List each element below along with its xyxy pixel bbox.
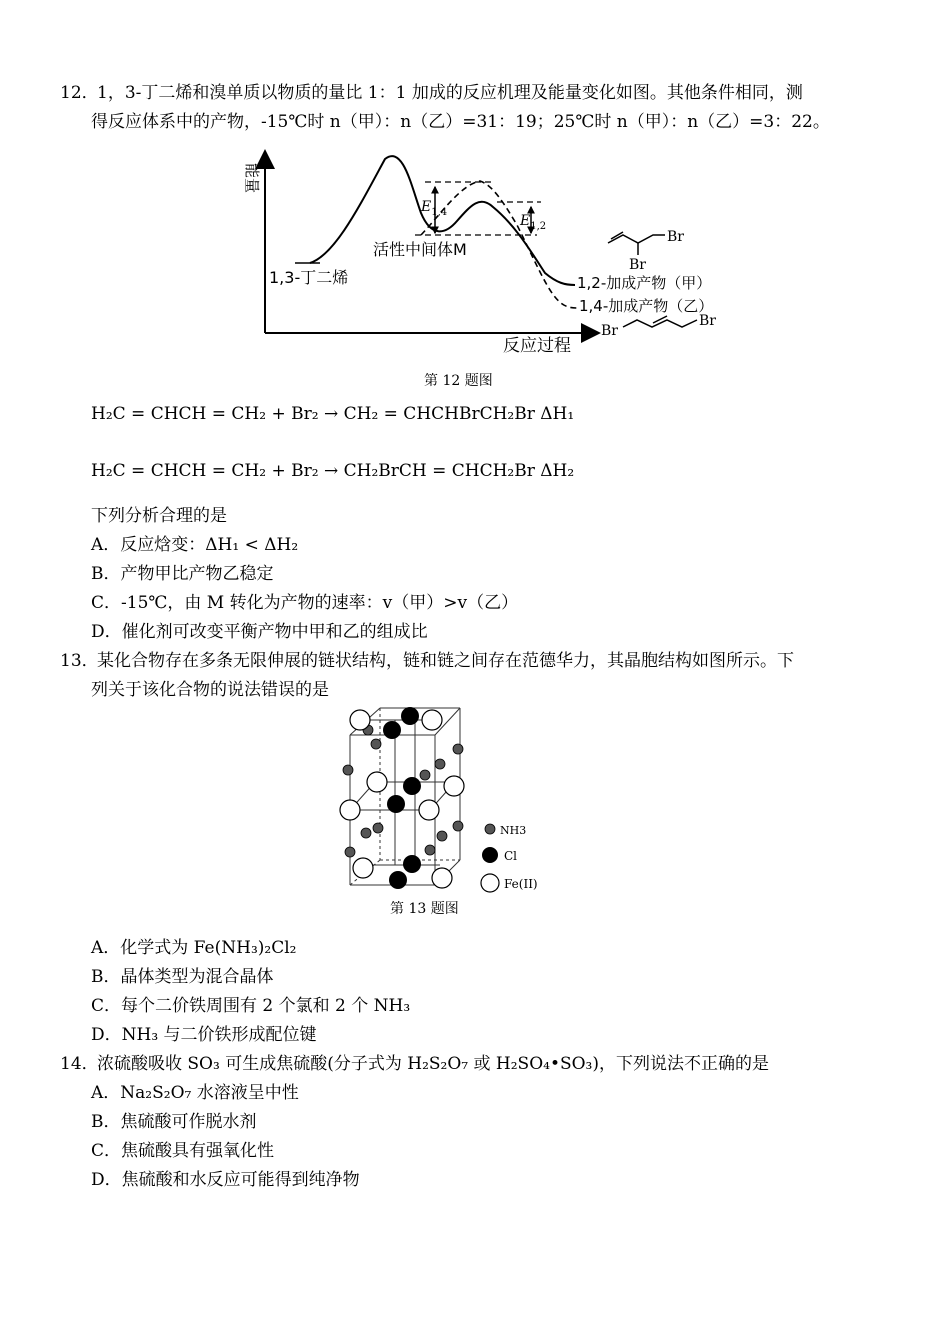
y-axis-label: 能量 bbox=[243, 163, 261, 194]
intermediate-label: 活性中间体M bbox=[373, 240, 467, 259]
legend-fe: Fe(II) bbox=[504, 877, 538, 891]
q12-prompt: 下列分析合理的是 bbox=[91, 506, 227, 526]
q13-option-d: D．NH₃ 与二价铁形成配位键 bbox=[91, 1025, 317, 1045]
eq1-right: CH₂ = CHCHBrCH₂Br bbox=[343, 404, 535, 424]
q12-number: 12． bbox=[60, 83, 99, 103]
q14-option-d: D．焦硫酸和水反应可能得到纯净物 bbox=[91, 1170, 360, 1190]
q12-stem-line2: 得反应体系中的产物，-15℃时 n（甲）：n（乙）=31：19；25℃时 n（甲）：n（乙）=3：22。 bbox=[91, 112, 830, 132]
legend-cl: Cl bbox=[504, 849, 518, 863]
product2-br-d: Br bbox=[699, 313, 716, 329]
product1-structure bbox=[608, 232, 665, 255]
q12-option-c: C．-15℃，由 M 转化为产物的速率：v（甲）>v（乙） bbox=[91, 593, 519, 613]
q12-option-a: A．反应焓变：ΔH₁ < ΔH₂ bbox=[91, 535, 299, 555]
eq2-left: H₂C = CHCH = CH₂ + Br₂ → bbox=[91, 461, 339, 481]
q13-number: 13． bbox=[60, 651, 99, 671]
q12-figure-caption: 第 12 题图 bbox=[424, 373, 493, 389]
eq1-dh: ΔH₁ bbox=[540, 404, 575, 424]
e14-label: $E_{1,4}$ bbox=[421, 199, 448, 218]
q13-stem-line1: 某化合物存在多条无限伸展的链状结构，链和链之间存在范德华力，其晶胞结构如图所示。下 bbox=[97, 651, 794, 671]
product2-structure bbox=[623, 316, 697, 327]
q13-option-c: C．每个二价铁周围有 2 个氯和 2 个 NH₃ bbox=[91, 996, 411, 1016]
q12-option-b: B．产物甲比产物乙稳定 bbox=[91, 564, 274, 584]
x-axis-label: 反应过程 bbox=[503, 336, 571, 356]
q12-stem-line1: 1，3-丁二烯和溴单质以物质的量比 1：1 加成的反应机理及能量变化如图。其他条件相同，测 bbox=[97, 83, 803, 103]
q12-energy-diagram bbox=[225, 145, 765, 360]
product1-br-a: Br bbox=[667, 229, 684, 245]
q13-crystal-cell bbox=[330, 700, 560, 900]
q14-option-c: C．焦硫酸具有强氧化性 bbox=[91, 1141, 275, 1161]
q13-stem-line2: 列关于该化合物的说法错误的是 bbox=[91, 680, 329, 700]
product2-br-c: Br bbox=[601, 323, 618, 339]
q14-stem: 浓硫酸吸收 SO₃ 可生成焦硫酸(分子式为 H₂S₂O₇ 或 H₂SO₄•SO₃)，下列说法不正确的是 bbox=[97, 1054, 769, 1074]
q14-option-b: B．焦硫酸可作脱水剂 bbox=[91, 1112, 257, 1132]
q12-equation-1 bbox=[91, 403, 574, 425]
eq2-dh: ΔH₂ bbox=[540, 461, 575, 481]
q12-option-d: D．催化剂可改变平衡产物中甲和乙的组成比 bbox=[91, 622, 428, 642]
product1-label: 1,2-加成产物（甲） bbox=[577, 274, 712, 292]
q13-option-b: B．晶体类型为混合晶体 bbox=[91, 967, 274, 987]
product2-label: 1,4-加成产物（乙） bbox=[579, 297, 714, 315]
q13-figure-caption: 第 13 题图 bbox=[390, 901, 459, 917]
q14-option-a: A．Na₂S₂O₇ 水溶液呈中性 bbox=[91, 1083, 299, 1103]
e12-label: $E_{1,2}$ bbox=[520, 213, 547, 232]
legend-nh3: NH3 bbox=[500, 824, 527, 837]
reactant-label: 1,3-丁二烯 bbox=[269, 268, 349, 287]
q12-equation-2 bbox=[91, 460, 574, 482]
q14-number: 14． bbox=[60, 1054, 99, 1074]
eq2-right: CH₂BrCH = CHCH₂Br bbox=[343, 461, 535, 481]
product1-br-b: Br bbox=[629, 257, 646, 273]
q13-option-a: A．化学式为 Fe(NH₃)₂Cl₂ bbox=[91, 938, 297, 958]
eq1-left: H₂C = CHCH = CH₂ + Br₂ → bbox=[91, 404, 339, 424]
